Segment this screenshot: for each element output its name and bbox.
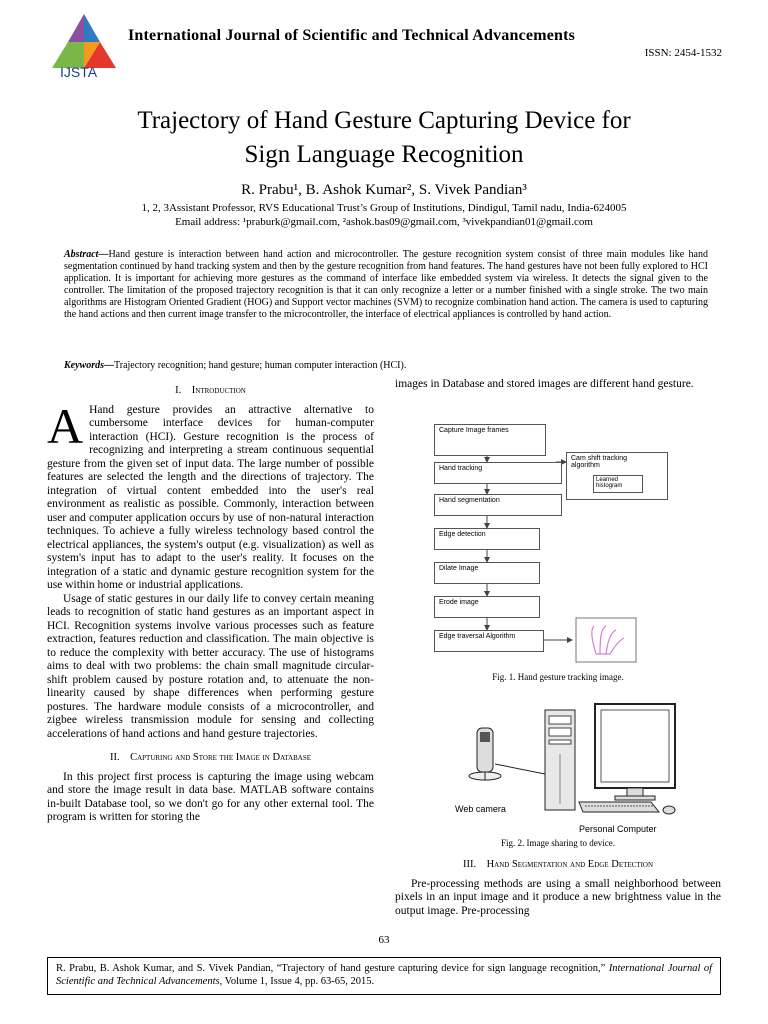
- monitor-icon: [595, 704, 675, 800]
- keywords-label: Keywords—: [64, 360, 114, 371]
- section-heading-capturing: II. Capturing and Store the Image in Database: [109, 752, 312, 763]
- flow-box-edge-traversal: Edge traversal Algorithm: [434, 630, 544, 652]
- label-web-camera: Web camera: [455, 804, 506, 814]
- citation-footer: [47, 957, 721, 995]
- title-line-1: Trajectory of Hand Gesture Capturing Device for: [137, 107, 631, 134]
- figure-1-caption: Fig. 1. Hand gesture tracking image.: [492, 672, 624, 682]
- journal-name: International Journal of Scientific and Technical Advancements: [128, 27, 576, 44]
- footer-details: , Volume 1, Issue 4, pp. 63-65, 2015.: [219, 976, 375, 987]
- flow-box-dilate: Dilate Image: [434, 562, 540, 584]
- title-line-2: Sign Language Recognition: [244, 141, 524, 168]
- flow-box-hand-segmentation: Hand segmentation: [434, 494, 562, 516]
- segmentation-paragraph-1: Pre-processing methods are using a small neighborhood between pixels in an input image and it produce a new brightness value in the output image. Pre-processing: [395, 877, 721, 917]
- keyboard-icon: [579, 802, 675, 814]
- section-heading-segmentation: III. Hand Segmentation and Edge Detection: [462, 859, 654, 870]
- section-heading-introduction: I. Introduction: [175, 385, 246, 396]
- webcam-icon: [469, 728, 501, 780]
- logo-text: IJSTA: [60, 64, 98, 80]
- flow-box-cam-shift: Cam shift tracking algorithm Learned histogram: [566, 452, 668, 500]
- figure-1-diagram: [420, 418, 700, 668]
- computer-tower-icon: [545, 710, 575, 810]
- right-column-top-text: images in Database and stored images are different hand gesture.: [395, 378, 694, 390]
- email-addresses: Email address: ¹praburk@gmail.com, ²ashok.bas09@gmail.com, ³vivekpandian01@gmail.com: [175, 216, 593, 228]
- right-column-bottom: [395, 858, 721, 918]
- abstract-label: Abstract—: [64, 249, 109, 260]
- abstract: [64, 249, 708, 321]
- keywords: [64, 360, 708, 372]
- page-number: 63: [378, 934, 390, 946]
- left-column: [47, 384, 374, 825]
- authors: R. Prabu¹, B. Ashok Kumar², S. Vivek Pandian³: [241, 182, 527, 198]
- capturing-paragraph-1: In this project first process is capturing the image using webcam and store the image result in data base. MATLAB software contains in-built Database tool, so we don't go for any other external tool. The program is written for storing the: [47, 770, 374, 823]
- affiliation: 1, 2, 3Assistant Professor, RVS Educational Trust’s Group of Institutions, Dindigul, Tamil nadu, India-624005: [141, 202, 627, 214]
- figure-2-illustration: [455, 694, 695, 836]
- keywords-text: Trajectory recognition; hand gesture; human computer interaction (HCI).: [114, 360, 407, 371]
- footer-journal: International Journal of Scientific and Technical Advancements: [56, 963, 713, 987]
- footer-citation: R. Prabu, B. Ashok Kumar, and S. Vivek Pandian, “Trajectory of hand gesture capturing device for sign language recognition,”: [56, 963, 606, 974]
- flow-box-hand-tracking: Hand tracking: [434, 462, 562, 484]
- cable-line: [495, 764, 545, 774]
- hardware-illustration: [455, 694, 695, 836]
- figure-2-caption: Fig. 2. Image sharing to device.: [501, 838, 615, 848]
- intro-paragraph-2: Usage of static gestures in our daily life to convey certain meaning leads to recognition of static hand gestures as an important aspect in HCI. Recognition systems involve various processes such as feature extraction, features reduction and classification. The main objective is to reduce the complexity with better accuracy. The use of histograms aims to deal with two problems: the chain small magnitude circular-shift problem caused by posture rotation and, to attenuate the non-linearity caused by shape differences when performing gesture postures. The hardware module consists of a microcontroller, and zigbee wireless transmission module for sensing and collecting accelerations of hand actions and hand gesture trajectories.: [47, 592, 374, 740]
- flow-box-erode: Erode image: [434, 596, 540, 618]
- drop-cap: A: [47, 397, 84, 454]
- flow-box-capture: Capture Image frames: [434, 424, 546, 456]
- flow-box-edge-detection: Edge detection: [434, 528, 540, 550]
- intro-paragraph-1: A Hand gesture provides an attractive alternative to cumbersome interface devices for human-computer interaction (HCI). Gesture recognition is the process of recognizing and interpreting a stream continuous sequential gesture from the given set of input data. The large number of possible features are selected the length and the directions of trajectory. The integration of virtual content embedded into the user's real environment as realistic as possible. Commonly, interaction between user and computer application occurs by use of non-natural interaction techniques. To achieve a fully wireless technology based control the electrical appliances, the system's output (e.g. visualization) as well as system's input has to adapt to the user's reality. It focuses on the integration of a static and dynamic gesture recognition system for the use within home or industrial applications.: [47, 397, 374, 591]
- flow-box-learned-histogram: Learned histogram: [593, 475, 643, 493]
- label-personal-computer: Personal Computer: [579, 824, 657, 834]
- issn: ISSN: 2454-1532: [644, 47, 722, 59]
- abstract-text: Hand gesture is interaction between hand action and microcontroller. The gesture recognition system consist of three main modules like hand segmentation continued by hand tracking system and then by the gesture recognition from hand features. The hand gestures have not been fully explored to HCI application. It is important for achieving more gestures as the command of interface like embedded system via wireless. It detects the signal given to the controller. The limitation of the proposed trajectory recognition is that it can only recognize a letter or a number finished with a single stroke. The two main algorithms are Histogram Oriented Gradient (HOG) and Support vector machines (SVM) to recognize combination hand action. The camera is used to capturing the hand actions and then current image transfer to the microcontroller, the interface of electrical appliances is controlled by hand action.: [64, 249, 708, 320]
- paper-title: [0, 104, 768, 172]
